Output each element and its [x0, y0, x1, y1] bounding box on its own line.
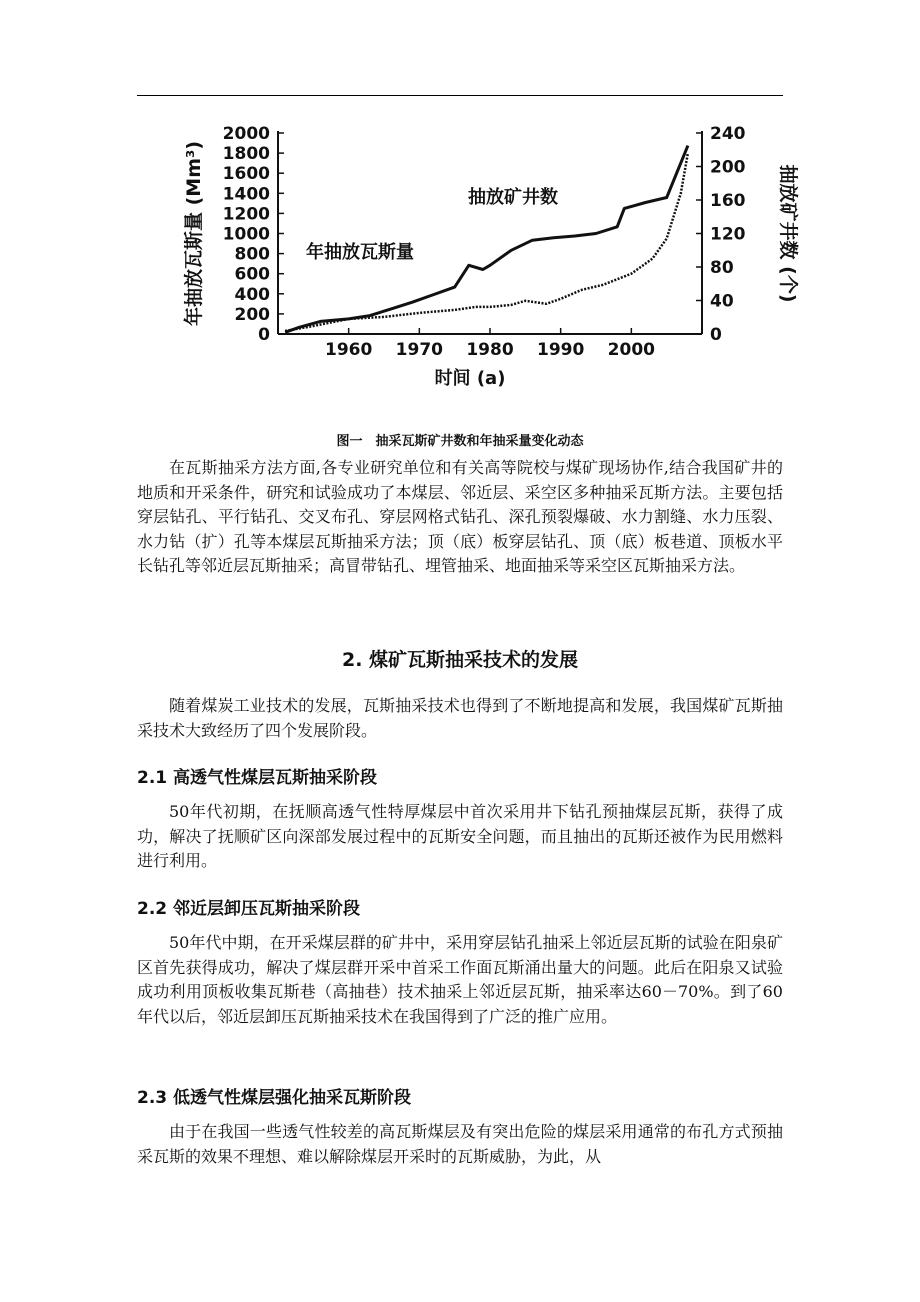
x-tick-label: 1990: [537, 340, 585, 360]
paragraph-2-3: 由于在我国一些透气性较差的高瓦斯煤层及有突出危险的煤层采用通常的布孔方式预抽采瓦斯的效果不理想、难以解除煤层开采时的瓦斯威胁，为此，从: [137, 1122, 783, 1166]
y-left-tick-label: 1800: [222, 144, 270, 165]
y-left-tick-label: 0: [258, 325, 270, 345]
y-left-tick-label: 1600: [222, 164, 270, 185]
section-2-1-title: 2.1 高透气性煤层瓦斯抽采阶段: [137, 768, 378, 788]
series-line-mines: [285, 146, 688, 333]
paragraph-2-1: 50年代初期，在抚顺高透气性特厚煤层中首次采用井下钻孔预抽煤层瓦斯，获得了成功，解决了抚顺矿区向深部发展过程中的瓦斯安全问题，而且抽出的瓦斯还被作为民用燃料进行利用。: [137, 802, 783, 870]
paragraph-methods: 在瓦斯抽采方法方面,各专业研究单位和有关高等院校与煤矿现场协作,结合我国矿井的地质和开采条件，研究和试验成功了本煤层、邻近层、采空区多种抽采瓦斯方法。主要包括穿层钻孔、平行钻孔、交叉布孔、穿层网格式钻孔、深孔预裂爆破、水力割缝、水力压裂、水力钻（扩）孔等本煤层瓦斯抽采方法；顶（底）板穿层钻孔、顶（底）板巷道、顶板水平长钻孔等邻近层瓦斯抽采；高冒带钻孔、埋管抽采、地面抽采等采空区瓦斯抽采方法。: [137, 458, 783, 575]
section-2-2-title: 2.2 邻近层卸压瓦斯抽采阶段: [137, 899, 361, 919]
y-left-tick-label: 200: [234, 304, 270, 325]
y-left-tick-label: 400: [234, 284, 270, 305]
y-left-tick-label: 600: [234, 264, 270, 285]
x-tick-label: 1980: [466, 340, 514, 360]
gas-drainage-chart: [170, 115, 810, 390]
y-left-axis-label: 年抽放瓦斯量 (Mm³): [183, 140, 205, 327]
y-right-tick-label: 80: [710, 258, 734, 278]
y-left-tick-label: 1400: [222, 184, 270, 205]
series-label-mines: 抽放矿井数: [468, 187, 558, 208]
y-right-axis-label: 抽放矿井数 (个): [777, 164, 799, 303]
x-tick-label: 2000: [607, 340, 655, 360]
x-tick-label: 1960: [325, 340, 373, 360]
x-axis-label: 时间 (a): [434, 368, 506, 389]
y-right-tick-label: 120: [710, 224, 746, 245]
section-2-title: 2. 煤矿瓦斯抽采技术的发展: [341, 649, 579, 671]
series-label-gas-volume: 年抽放瓦斯量: [306, 242, 414, 263]
y-right-tick-label: 40: [710, 291, 734, 312]
y-left-tick-label: 800: [234, 244, 270, 265]
y-left-tick-label: 1200: [222, 204, 270, 225]
paragraph-2-2: 50年代中期，在开采煤层群的矿井中，采用穿层钻孔抽采上邻近层瓦斯的试验在阳泉矿区首先获得成功，解决了煤层群开采中首采工作面瓦斯涌出量大的问题。此后在阳泉又试验成功利用顶板收集瓦斯巷（高抽巷）技术抽采上邻近层瓦斯，抽采率达60－70%。到了60年代以后，邻近层卸压瓦斯抽采技术在我国得到了广泛的推广应用。: [137, 933, 783, 1026]
y-right-tick-label: 240: [710, 124, 746, 144]
y-right-tick-label: 200: [710, 157, 746, 178]
y-right-tick-label: 160: [710, 191, 746, 211]
x-tick-label: 1970: [395, 340, 443, 360]
section-2-3-title: 2.3 低透气性煤层强化抽采瓦斯阶段: [137, 1088, 412, 1108]
y-left-tick-label: 1000: [222, 224, 270, 245]
y-right-tick-label: 0: [710, 325, 722, 345]
y-left-tick-label: 2000: [222, 124, 270, 144]
paragraph-development: 随着煤炭工业技术的发展，瓦斯抽采技术也得到了不断地提高和发展，我国煤矿瓦斯抽采技术大致经历了四个发展阶段。: [137, 696, 783, 740]
figure-caption: 图一 抽采瓦斯矿井数和年抽采量变化动态: [336, 434, 584, 449]
header-rule: [137, 95, 783, 96]
